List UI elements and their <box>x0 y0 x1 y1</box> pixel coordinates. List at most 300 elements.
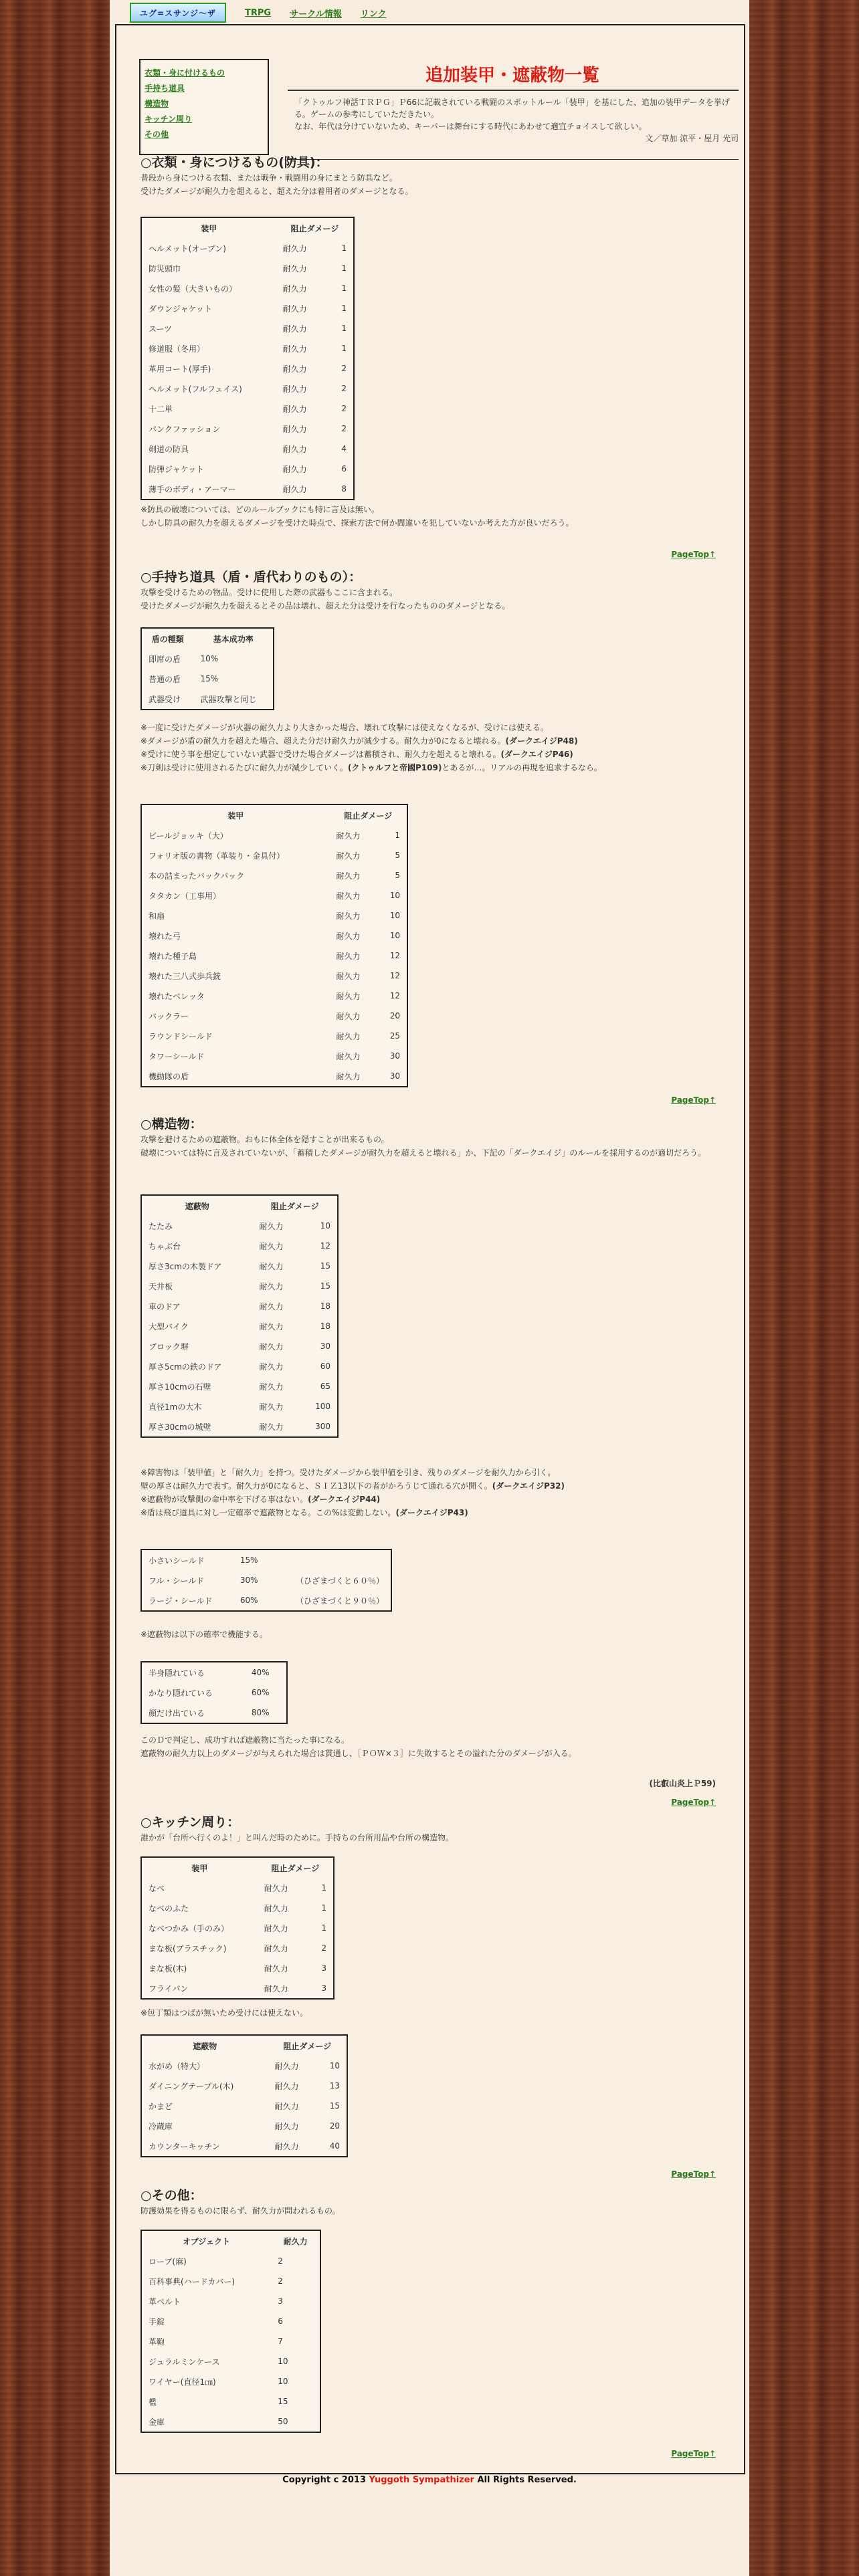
table-cell: ジュラルミンケース <box>149 2357 220 2367</box>
table-cell: 水がめ（特大） <box>149 2061 205 2071</box>
table-cell: なべのふた <box>149 1903 189 1913</box>
column-header: 装甲 <box>201 223 217 233</box>
table-cell: 天井板 <box>149 1281 173 1291</box>
table-row <box>141 1878 334 1898</box>
table-cell: まな板(木) <box>149 1963 187 1973</box>
table-row <box>141 1703 287 1723</box>
table-header-row <box>141 217 354 238</box>
table-row <box>141 669 274 689</box>
table-row <box>141 2391 320 2411</box>
note-line <box>140 734 729 748</box>
armor-table-kitchen <box>140 1856 335 2000</box>
table-row <box>141 338 354 358</box>
table-row <box>141 1590 391 1611</box>
table-header-row <box>141 1195 338 1216</box>
desc-line: 攻撃を受けるための物品。受けに使用した際の武器もここに含まれる。 <box>140 588 398 597</box>
table-cell: 30% <box>240 1576 258 1585</box>
table-cell: バックラー <box>149 1011 189 1021</box>
desc-line: 受けたダメージが耐久力を超えるとその品は壊れ、超えた分は受けを行なったもののダメージとなる。 <box>140 601 510 611</box>
table-cell: 2 <box>341 404 347 413</box>
table-cell: ちゃぶ台 <box>149 1241 181 1251</box>
section-notes <box>140 1466 729 1519</box>
table-cell: 耐久力 <box>264 1983 288 1994</box>
section-note: ※包丁類はつばが無いため受けには使えない。 <box>140 2008 308 2018</box>
table-cell: 5 <box>395 871 400 880</box>
pagetop-link[interactable]: PageTop↑ <box>671 2169 716 2179</box>
site-logo[interactable] <box>130 3 226 23</box>
table-cell: 耐久力 <box>336 931 361 941</box>
table-row <box>141 1046 407 1066</box>
table-cell: ロープ(麻) <box>149 2256 187 2266</box>
table-row <box>141 1256 338 1276</box>
table-cell: 本の詰まったバックパック <box>149 871 245 881</box>
table-cell: 耐久力 <box>264 1923 288 1933</box>
column-header: 阻止ダメージ <box>271 1863 320 1873</box>
table-cell: 40 <box>329 2141 340 2151</box>
table-cell: 普通の盾 <box>149 674 181 684</box>
table-cell: 60% <box>240 1596 258 1605</box>
table-cell: ダイニングテーブル(木) <box>149 2081 234 2091</box>
toc-link-handheld[interactable]: 手持ち道具 <box>145 84 185 93</box>
table-cell: 和扇 <box>149 911 165 921</box>
table-cell: 耐久力 <box>282 464 307 474</box>
table-cell: 耐久力 <box>259 1301 284 1311</box>
table-cell: ブロック塀 <box>149 1341 189 1352</box>
table-row <box>141 2116 347 2136</box>
table-cell: 6 <box>278 2317 283 2326</box>
table-cell: 300 <box>315 1422 330 1431</box>
table-cell: 20 <box>389 1011 400 1021</box>
table-cell: カウンターキッチン <box>149 2141 220 2151</box>
table-cell: 2 <box>341 364 347 373</box>
table-cell: 耐久力 <box>282 424 307 434</box>
nav-link-circle-info[interactable]: サークル情報 <box>290 9 342 19</box>
section-heading-clothing: ○衣類・身につけるもの(防具)： <box>140 155 328 170</box>
note-ref: (ダークエイジP43) <box>395 1508 468 1517</box>
table-row <box>141 399 354 419</box>
table-cell: 15 <box>278 2397 288 2406</box>
table-cell: 耐久力 <box>282 484 307 494</box>
table-cell: 顔だけ出ている <box>149 1708 205 1718</box>
table-row <box>141 379 354 399</box>
table-row <box>141 1396 338 1416</box>
table-cell: なべ <box>149 1883 165 1893</box>
table-cell: 10 <box>389 911 400 920</box>
footer-suffix: All Rights Reserved. <box>474 2475 577 2485</box>
table-row <box>141 2331 320 2351</box>
table-cell: 耐久力 <box>282 384 307 394</box>
table-cell: 30 <box>389 1071 400 1081</box>
table-cell: 耐久力 <box>274 2061 299 2071</box>
table-cell: 耐久力 <box>274 2101 299 2111</box>
toc-link-kitchen[interactable]: キッチン周り <box>145 114 193 124</box>
toc-link-structures[interactable]: 構造物 <box>145 99 169 108</box>
shield-percent-table <box>140 1549 392 1612</box>
table-cell: 10 <box>389 891 400 900</box>
table-header-row <box>141 2230 320 2251</box>
table-row <box>141 689 274 710</box>
note-line <box>140 1506 729 1519</box>
table-cell: 車のドア <box>149 1301 181 1311</box>
table-cell: 耐久力 <box>264 1883 288 1893</box>
table-cell: （ひざまづくと６０％） <box>295 1576 384 1586</box>
table-cell: 半身隠れている <box>149 1668 205 1678</box>
table-cell: 3 <box>321 1983 326 1993</box>
table-cell: 20 <box>329 2121 340 2131</box>
table-cell: 10 <box>278 2357 288 2366</box>
table-cell: 耐久力 <box>274 2121 299 2131</box>
intro-line: 「クトゥルフ神話ＴＲＰＧ」Ｐ66に記載されている戦闘のスポットルール「装甲」を基にした、追加の装甲データを挙げる。ゲームの参考にしていただきたい。 <box>294 98 730 119</box>
pagetop-link[interactable]: PageTop↑ <box>671 550 716 559</box>
table-cell: 10% <box>200 654 219 663</box>
table-row <box>141 439 354 459</box>
table-cell: 10 <box>389 931 400 940</box>
table-row <box>141 479 354 500</box>
table-row <box>141 1356 338 1376</box>
table-header-row <box>141 1857 334 1878</box>
table-row <box>141 1958 334 1978</box>
top-nav <box>130 4 386 21</box>
table-cell: 耐久力 <box>259 1422 284 1432</box>
note-text: 壁の厚さは耐久力で表す。耐久力が0になると、ＳＩＺ13以下の者がかろうじて通れる穴が開く。 <box>140 1481 492 1491</box>
table-row <box>141 1549 391 1570</box>
table-cell: 耐久力 <box>336 1031 361 1041</box>
table-row <box>141 358 354 379</box>
table-cell: 耐久力 <box>282 284 307 294</box>
table-cell: 4 <box>341 444 347 453</box>
table-cell: ヘルメット(オープン) <box>149 243 226 253</box>
section-desc <box>140 171 729 198</box>
table-cell: 百科事典(ハードカバー) <box>149 2276 235 2286</box>
table-cell: 耐久力 <box>336 851 361 861</box>
table-cell: 耐久力 <box>282 404 307 414</box>
nav-link-links[interactable]: リンク <box>360 9 387 19</box>
column-header: 盾の種類 <box>151 634 184 644</box>
table-cell: 耐久力 <box>274 2081 299 2091</box>
table-row <box>141 2096 347 2116</box>
table-cell: 耐久力 <box>259 1241 284 1251</box>
table-cell: 15% <box>240 1555 258 1565</box>
table-cell: 18 <box>320 1301 330 1311</box>
table-cell: 15 <box>329 2101 340 2111</box>
content-frame <box>115 24 745 2474</box>
table-cell: 機動隊の盾 <box>149 1071 189 1081</box>
table-row <box>141 2136 347 2157</box>
section-desc: 防護効果を得るものに限らず、耐久力が問われるもの。 <box>140 2206 341 2216</box>
table-cell: 手錠 <box>149 2317 165 2327</box>
table-cell: 1 <box>395 831 400 840</box>
after-line: 遮蔽物の耐久力以上のダメージが与えられた場合は貫通し、［ＰＯＷ×３］に失敗するとその溢れた分のダメージが入る。 <box>140 1749 577 1758</box>
table-row <box>141 318 354 338</box>
table-cell: 防弾ジャケット <box>149 464 205 474</box>
armor-table-clothing <box>140 217 355 500</box>
table-cell: タワーシールド <box>149 1051 205 1061</box>
table-cell: フル・シールド <box>149 1576 205 1586</box>
table-cell: 1 <box>321 1923 326 1933</box>
armor-table-handheld <box>140 804 408 1087</box>
table-cell: 6 <box>341 464 347 473</box>
intro-divider <box>288 159 739 160</box>
intro-credit: 文／草加 涼平・屋月 光司 <box>645 134 739 143</box>
table-cell: 武器攻撃と同じ <box>200 694 257 704</box>
table-cell: 厚さ10cmの石壁 <box>149 1382 211 1392</box>
note-text: ※受けに使う事を想定していない武器で受けた場合ダメージは蓄積され、耐久力を超えると壊れる。 <box>140 750 501 759</box>
table-cell: 女性の髪（大きいもの） <box>149 284 237 294</box>
table-cell: 耐久力 <box>336 1051 361 1061</box>
table-row <box>141 1938 334 1958</box>
table-row <box>141 2291 320 2311</box>
pagetop-link[interactable]: PageTop↑ <box>671 2449 716 2458</box>
table-cell: 5 <box>395 851 400 860</box>
intro-line: なお、年代は分けていないため、キーパーは舞台にする時代にあわせて適宜チョイスして欲しい。 <box>294 122 647 131</box>
table-cell <box>270 1549 391 1570</box>
table-cell: 耐久力 <box>274 2141 299 2151</box>
table-cell: スーツ <box>149 324 172 334</box>
table-row <box>141 926 407 946</box>
table-cell: 1 <box>321 1903 326 1913</box>
note-text: ※盾は飛び道具に対し一定確率で遮蔽物となる。この%は変動しない。 <box>140 1508 396 1517</box>
table-cell: 耐久力 <box>259 1362 284 1372</box>
column-header: 阻止ダメージ <box>270 1201 319 1211</box>
desc-line: 攻撃を避けるための遮蔽物。おもに体全体を隠すことが出来るもの。 <box>140 1135 389 1144</box>
table-cell: 厚さ3cmの木製ドア <box>149 1261 222 1271</box>
note-tail: とあるが…。リアルの再現を追求するなら。 <box>442 763 602 772</box>
table-cell: 1 <box>341 284 347 293</box>
table-cell: たたみ <box>149 1221 173 1231</box>
section-desc <box>140 1133 729 1160</box>
table-cell: 冷蔵庫 <box>149 2121 173 2131</box>
table-cell: 耐久力 <box>259 1261 284 1271</box>
table-row <box>141 1683 287 1703</box>
table-row <box>141 1570 391 1590</box>
pagetop-link[interactable]: PageTop↑ <box>671 1095 716 1105</box>
table-row <box>141 1296 338 1316</box>
table-row <box>141 966 407 986</box>
nav-link-trpg[interactable]: TRPG <box>245 7 272 18</box>
note-ref: (ダークエイジP44) <box>308 1495 381 1504</box>
table-cell: 直径1mの大木 <box>149 1402 202 1412</box>
table-cell: 2 <box>341 424 347 433</box>
table-row <box>141 885 407 905</box>
note-text: ※一度に受けたダメージが火器の耐久力より大きかった場合、壊れて攻撃には使えなくなるが、受けには使える。 <box>140 723 549 732</box>
table-row <box>141 2076 347 2096</box>
table-row <box>141 258 354 278</box>
table-cell: 小さいシールド <box>149 1555 205 1566</box>
table-row <box>141 1276 338 1296</box>
table-cell: 耐久力 <box>259 1221 284 1231</box>
table-row <box>141 1376 338 1396</box>
table-cell: 耐久力 <box>264 1903 288 1913</box>
table-cell: 耐久力 <box>259 1341 284 1352</box>
table-cell: 耐久力 <box>264 1943 288 1953</box>
table-cell: 2 <box>278 2276 283 2286</box>
table-cell: 耐久力 <box>282 263 307 274</box>
table-row <box>141 1662 287 1683</box>
table-cell: 50 <box>278 2417 288 2426</box>
table-cell: 1 <box>341 324 347 333</box>
table-cell: タタカン（工事用） <box>149 891 221 901</box>
footer <box>110 2475 749 2485</box>
shield-type-table <box>140 627 274 710</box>
note-line <box>140 1479 729 1493</box>
table-cell: 革鞄 <box>149 2337 165 2347</box>
table-cell: 耐久力 <box>336 911 361 921</box>
table-cell: 武器受け <box>149 694 181 704</box>
column-header: オブジェクト <box>183 2236 231 2246</box>
table-cell: 耐久力 <box>282 243 307 253</box>
table-cell: かまど <box>149 2101 173 2111</box>
table-cell: 10 <box>320 1221 330 1230</box>
table-row <box>141 1006 407 1026</box>
table-cell: 40% <box>251 1668 270 1677</box>
note-line <box>140 1493 729 1506</box>
note-ref: (クトゥルフと帝國P109) <box>347 763 442 772</box>
cover-table-kitchen <box>140 2034 348 2157</box>
table-row <box>141 1316 338 1336</box>
table-cell: フォリオ版の書物（革装り・金具付） <box>149 851 285 861</box>
table-row <box>141 238 354 258</box>
table-row <box>141 419 354 439</box>
table-cell: ワイヤー(直径1㎝) <box>149 2377 216 2387</box>
desc-line: 普段から身につける衣類、または戦争・戦闘用の身にまとう防具など。 <box>140 173 397 183</box>
table-cell: フライパン <box>149 1983 189 1994</box>
note-ref: (ダークエイジP48) <box>505 736 578 746</box>
note-ref: (ダークエイジP32) <box>492 1481 565 1491</box>
section-heading-kitchen: ○キッチン周り： <box>140 1815 240 1830</box>
table-cell: 即席の盾 <box>149 654 181 664</box>
table-cell: 革ベルト <box>149 2296 181 2306</box>
column-header: 遮蔽物 <box>185 1201 209 1211</box>
table-row <box>141 2271 320 2291</box>
pagetop-link[interactable]: PageTop↑ <box>671 1798 716 1807</box>
table-cell: 60 <box>320 1362 330 1371</box>
table-cell: 剣道の防具 <box>149 444 189 454</box>
table-cell: 8 <box>341 484 347 494</box>
table-row <box>141 1978 334 1999</box>
table-cell: 厚さ5cmの鉄のドア <box>149 1362 222 1372</box>
table-cell: ヘルメット(フルフェイス) <box>149 384 242 394</box>
table-cell: ラウンドシールド <box>149 1031 213 1041</box>
table-cell: 15 <box>320 1261 330 1271</box>
cover-percent-table <box>140 1661 288 1724</box>
desc-line: 破壊については特に言及されていないが、「蓄積したダメージが耐久力を超えると壊れる」か、下記の「ダークエイジ」のルールを採用するのが適切だろう。 <box>140 1148 706 1158</box>
table-row <box>141 845 407 865</box>
section-heading-structures: ○構造物： <box>140 1117 203 1132</box>
section-desc <box>140 586 729 613</box>
table-row <box>141 1918 334 1938</box>
table-cell: 12 <box>389 991 400 1000</box>
column-header: 耐久力 <box>283 2236 308 2246</box>
section-after <box>140 1733 729 1760</box>
table-cell: 十二単 <box>149 404 173 414</box>
table-cell: 15% <box>200 674 219 683</box>
column-header: 装甲 <box>227 811 244 821</box>
table-row <box>141 2251 320 2271</box>
table-row <box>141 459 354 479</box>
section-heading-handheld: ○手持ち道具（盾・盾代わりのもの）： <box>140 570 362 584</box>
table-cell: 2 <box>341 384 347 393</box>
table-cell: 革用コート(厚手) <box>149 364 211 374</box>
logo-text: ユグ=スサンジ〜ザ <box>140 8 216 18</box>
table-header-row <box>141 804 407 825</box>
table-cell: 耐久力 <box>336 971 361 981</box>
toc-link-others[interactable]: その他 <box>145 130 169 139</box>
table-cell: なべつかみ（手のみ） <box>149 1923 229 1933</box>
table-header-row <box>141 628 274 649</box>
table-cell: 30 <box>389 1051 400 1061</box>
cover-note: ※遮蔽物は以下の確率で機能する。 <box>140 1630 268 1639</box>
table-row <box>141 2371 320 2391</box>
table-cell: 耐久力 <box>336 871 361 881</box>
table-cell: 80% <box>251 1708 270 1717</box>
table-cell: 1 <box>341 304 347 313</box>
column-header: 装甲 <box>191 1863 208 1873</box>
table-cell: ラージ・シールド <box>149 1596 213 1606</box>
table-cell: 耐久力 <box>282 304 307 314</box>
note-ref: (ダークエイジP46) <box>500 750 573 759</box>
table-cell: 10 <box>278 2377 288 2386</box>
table-row <box>141 825 407 845</box>
column-header: 遮蔽物 <box>193 2041 217 2051</box>
table-row <box>141 986 407 1006</box>
table-cell: 壊れたベレッタ <box>149 991 205 1001</box>
table-cell: ダウンジャケット <box>149 304 212 314</box>
table-row <box>141 1026 407 1046</box>
note-line: ※防具の破壊については、どのルールブックにも特に言及は無い。 <box>140 505 379 514</box>
table-cell: 厚さ30cmの城壁 <box>149 1422 211 1432</box>
section-heading-others: ○その他： <box>140 2188 203 2203</box>
column-header: 基本成功率 <box>213 634 254 644</box>
table-cell: かなり隠れている <box>149 1688 213 1698</box>
note-line <box>140 748 729 761</box>
table-cell: 60% <box>251 1688 270 1697</box>
note-text: ※遮蔽物が攻撃側の命中率を下げる事はない。 <box>140 1495 308 1504</box>
title-divider <box>288 90 739 91</box>
table-cell: 100 <box>315 1402 330 1411</box>
table-cell: 修道服（冬用） <box>149 344 205 354</box>
table-cell: 耐久力 <box>282 444 307 454</box>
table-cell: 耐久力 <box>336 951 361 961</box>
table-row <box>141 946 407 966</box>
table-cell: 耐久力 <box>336 991 361 1001</box>
table-cell: 耐久力 <box>336 831 361 841</box>
table-cell: 耐久力 <box>282 324 307 334</box>
source-ref: (比叡山炎上Ｐ59) <box>649 1779 716 1788</box>
table-cell: 耐久力 <box>282 344 307 354</box>
note-text: ※刀剣は受けに使用されるたびに耐久力が減少していく。 <box>140 763 348 772</box>
table-cell: 7 <box>278 2337 283 2346</box>
toc-link-clothing[interactable]: 衣類・身に付けるもの <box>145 68 225 78</box>
table-cell: 10 <box>329 2061 340 2070</box>
intro <box>294 96 739 144</box>
column-header: 阻止ダメージ <box>290 223 339 233</box>
table-row <box>141 2351 320 2371</box>
note-text: ※ダメージが盾の耐久力を超えた場合、超えた分だけ耐久力が減少する。耐久力が0になると壊れる。 <box>140 736 506 746</box>
note-line <box>140 1466 729 1479</box>
table-cell: 25 <box>389 1031 400 1041</box>
table-cell: 薄手のボディ・アーマー <box>149 484 236 494</box>
note-line <box>140 721 729 734</box>
table-cell: 65 <box>320 1382 330 1391</box>
durability-table-others <box>140 2230 321 2433</box>
column-header: 阻止ダメージ <box>344 811 393 821</box>
table-cell: 2 <box>278 2256 283 2266</box>
note-line <box>140 761 729 774</box>
table-row <box>141 1066 407 1087</box>
table-cell: 耐久力 <box>259 1402 284 1412</box>
table-row <box>141 1416 338 1437</box>
note-line: しかし防具の耐久力を超えるダメージを受けた時点で、探索方法で何か間違いを犯していないか考えた方が良いだろう。 <box>140 518 574 528</box>
